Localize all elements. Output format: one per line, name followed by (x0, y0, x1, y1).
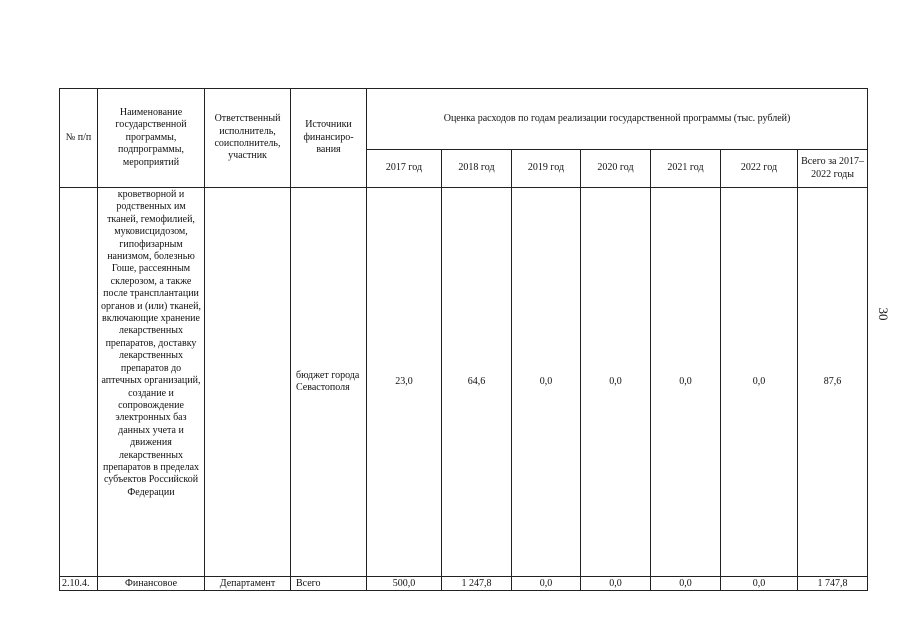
table-row (60, 577, 868, 591)
row-value-2021: 0,0 (651, 577, 721, 591)
header-total: Всего за 2017–2022 годы (798, 150, 868, 188)
header-number: № п/п (60, 89, 98, 188)
row-source: Всего (291, 577, 367, 591)
row-value-2018: 64,6 (442, 188, 512, 577)
row-value-2017: 500,0 (367, 577, 442, 591)
table-row (60, 188, 868, 577)
header-year: 2017 год (367, 150, 442, 188)
row-value-2019: 0,0 (512, 577, 581, 591)
row-name: Финансовое (98, 577, 205, 591)
row-name: кроветворной и родственных им тканей, гемофилией, муковисцидозом, гипофизарным нанизмом, болезнью Гоше, рассеянным склерозом, а также после трансплантации органов и (или) тканей, включающие хранение лекарственных препаратов, доставку лекарственных препаратов до аптечных организаций, создание и сопровождение электронных баз данных учета и движения лекарственных препаратов в пределах субъектов Российской Федерации (98, 188, 205, 577)
row-value-2019: 0,0 (512, 188, 581, 577)
header-year: 2022 год (721, 150, 798, 188)
row-responsible (205, 188, 291, 577)
row-value-2022: 0,0 (721, 188, 798, 577)
header-year: 2020 год (581, 150, 651, 188)
header-year: 2018 год (442, 150, 512, 188)
budget-table (59, 88, 868, 591)
row-total: 1 747,8 (798, 577, 868, 591)
header-source: Источники финансиро-вания (291, 89, 367, 188)
header-year: 2021 год (651, 150, 721, 188)
header-year: 2019 год (512, 150, 581, 188)
row-source: бюджет города Севастополя (291, 188, 367, 577)
header-responsible: Ответственный исполнитель, соисполнитель, участник (205, 89, 291, 188)
header-estimate: Оценка расходов по годам реализации государственной программы (тыс. рублей) (367, 89, 868, 150)
row-value-2017: 23,0 (367, 188, 442, 577)
table-header-row (60, 89, 868, 150)
page-number: 30 (876, 307, 891, 321)
row-number: 2.10.4. (60, 577, 98, 591)
row-value-2021: 0,0 (651, 188, 721, 577)
row-value-2020: 0,0 (581, 188, 651, 577)
row-responsible: Департамент (205, 577, 291, 591)
row-value-2022: 0,0 (721, 577, 798, 591)
row-number (60, 188, 98, 577)
header-name: Наименование государственной программы, подпрограммы, мероприятий (98, 89, 205, 188)
row-total: 87,6 (798, 188, 868, 577)
row-value-2020: 0,0 (581, 577, 651, 591)
row-value-2018: 1 247,8 (442, 577, 512, 591)
